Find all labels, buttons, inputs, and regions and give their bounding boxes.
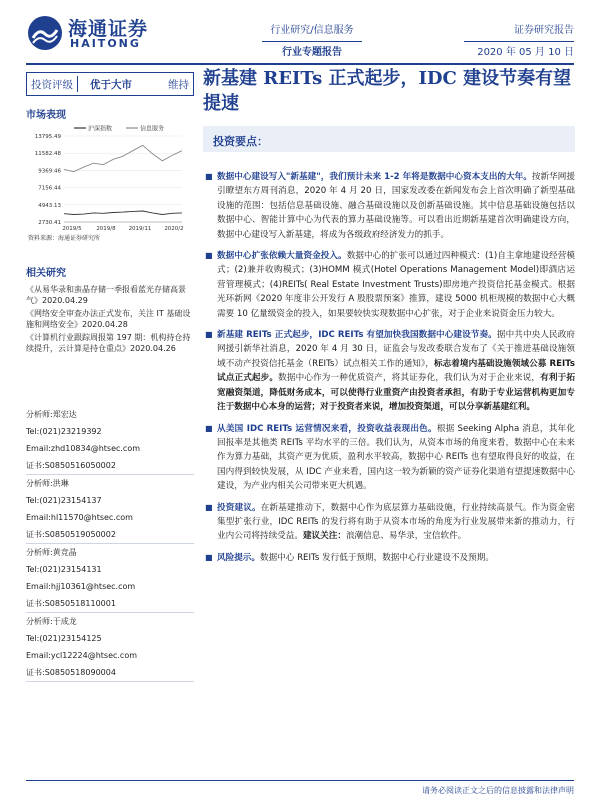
key-point-emphasis: 建议关注： bbox=[302, 531, 346, 542]
analyst-list bbox=[26, 406, 194, 682]
y-tick-label: 11582.48 bbox=[34, 151, 61, 158]
x-tick-label: 2019/5 bbox=[62, 226, 82, 232]
key-point-headline: 新基建 REITs 正式起步，IDC REITs 有望加快我国数据中心建设节奏。 bbox=[217, 330, 497, 341]
key-point-text: 浪潮信息、易华录，宝信软件。 bbox=[345, 531, 467, 542]
report-category-block bbox=[262, 20, 362, 63]
analyst-name: 分析师:黄竞晶 bbox=[26, 548, 77, 557]
bullet-icon: ■ bbox=[205, 502, 213, 512]
analyst-cert: 证书:S0850519050002 bbox=[26, 530, 116, 539]
y-tick-label: 13795.49 bbox=[34, 134, 61, 140]
key-points bbox=[203, 170, 575, 572]
key-point bbox=[203, 551, 575, 565]
related-item[interactable]: 《计算机行业跟踪周报第 197 期：机构持仓持续提升，云计算是持仓重点》2020.04.26 bbox=[26, 332, 191, 353]
key-point-headline: 投资建议。 bbox=[217, 502, 261, 513]
key-point bbox=[203, 328, 575, 414]
report-date: 2020 年 05 月 10 日 bbox=[477, 47, 574, 58]
key-point bbox=[203, 422, 575, 494]
key-point-text: 数据中心的扩张可以通过四种模式：(1)自主拿地建设经营模式；(2)兼并收购模式；(3)HOMM 模式(Hotel Operations Management Model)即酒店运营管理模式；(4)REITs( Real Estate Investment Trusts)即房地产投资信托基金模式。根据光环新网《2020 年度非公开发行 A 股股票预案》推算，建设 5000 机柜规模的数据中心大概需要 10 亿量级资金的投入，如果要较快实现数据中心扩张，对于企业来说资金压力较大。 bbox=[217, 251, 575, 319]
legend-label: 信息服务 bbox=[140, 125, 165, 133]
analyst-email[interactable]: Email:ycl12224@htsec.com bbox=[26, 651, 138, 660]
y-tick-label: 4943.13 bbox=[38, 202, 61, 209]
series-line-1 bbox=[64, 211, 182, 215]
analyst-name: 分析师:洪琳 bbox=[26, 479, 69, 488]
report-type: 行业专题报告 bbox=[282, 47, 342, 58]
disclaimer-footer: 请务必阅读正文之后的信息披露和法律声明 bbox=[422, 786, 574, 795]
doc-type: 证券研究报告 bbox=[464, 20, 574, 42]
analyst-block bbox=[26, 475, 194, 544]
key-point-emphasis: 有利于拓宽融资渠道，降低财务成本，可以使得行业重资产由投资者承担，有助于专业运营机构更加专注于数据中心本身的运营；对于投资者来说，增加投资渠道，可以分享新基建红利。 bbox=[217, 373, 575, 413]
analyst-email[interactable]: Email:hl11570@htsec.com bbox=[26, 513, 133, 522]
haitong-emblem-icon bbox=[26, 14, 64, 52]
x-tick-label: 2019/8 bbox=[96, 226, 116, 232]
analyst-cert: 证书:S0850518110001 bbox=[26, 599, 116, 608]
analyst-tel: Tel:(021)23154137 bbox=[26, 496, 102, 505]
analyst-cert: 证书:S0850516050002 bbox=[26, 461, 116, 470]
x-tick-label: 2019/11 bbox=[128, 226, 152, 232]
analyst-tel: Tel:(021)23154131 bbox=[26, 565, 102, 574]
analyst-tel: Tel:(021)23154125 bbox=[26, 634, 102, 643]
haitong-logo bbox=[26, 14, 168, 52]
analyst-block bbox=[26, 544, 194, 613]
key-point-headline: 从美国 IDC REITs 运营情况来看，投资收益表现出色。 bbox=[217, 423, 437, 434]
analyst-name: 分析师:郑宏达 bbox=[26, 410, 77, 419]
series-line-2 bbox=[64, 145, 182, 171]
report-meta-block bbox=[464, 20, 574, 63]
key-point-text: 数据中心 REITs 发行低于预期，数据中心行业建设不及预期。 bbox=[259, 552, 494, 563]
bullet-icon: ■ bbox=[205, 552, 213, 562]
bullet-icon: ■ bbox=[205, 423, 213, 433]
footer-divider bbox=[26, 780, 574, 781]
key-point-text: 数据中心作为一种优质资产，将其证券化，我们认为对于企业来说， bbox=[278, 373, 541, 384]
key-point-headline: 风险提示。 bbox=[217, 552, 260, 563]
logo-english-name: HAITONG bbox=[70, 37, 141, 50]
related-item[interactable]: 《网络安全审查办法正式发布，关注 IT 基础设施和网络安全》2020.04.28 bbox=[26, 308, 191, 329]
bullet-icon: ■ bbox=[205, 172, 213, 181]
key-point-text: 据中共中央人民政府网援引新华社消息，2020 年 4 月 30 日，证监会与发改委联合发布了《关于推进基础设施领域不动产投资信托基金（REITs）试点相关工作的通知》， bbox=[217, 330, 575, 369]
rating-box bbox=[26, 72, 194, 96]
key-point-text: 在新基建推动下，数据中心作为底层算力基础设施，行业持续高景气。作为资金密集型扩张行业，IDC REITs 的发行将有助于从资本市场的角度为行业发展带来新的推动力，行业内公司将持续受益。 bbox=[217, 502, 575, 542]
key-point-text: 根据 Seeking Alpha 消息，其年化回报率是其他类 REITs 平均水平的三倍。我们认为，从资本市场的角度来看，数据中心在未来作为算力基础，其资产更为优质，盈利水平较高，数据中心 REITs 也有望取得良好的收益，在国内得到较快发展，从 IDC 产业来看，国内这一较为新颖的资产证券化渠道有望提速数据中心建设，为产业内相关公司带来更大机遇。 bbox=[217, 423, 575, 492]
y-tick-label: 9369.46 bbox=[38, 168, 61, 175]
rating-separator bbox=[77, 76, 86, 92]
report-title: 新基建 REITs 正式起步，IDC 建设节奏有望提速 bbox=[203, 68, 572, 114]
analyst-tel: Tel:(021)23219392 bbox=[26, 427, 102, 436]
related-item[interactable]: 《从易华录和蛮晶存储一季报看蓝光存储高景气》2020.04.29 bbox=[26, 284, 186, 305]
y-tick-label: 2730.41 bbox=[38, 220, 61, 226]
chart-source: 资料来源：海通证券研究所 bbox=[28, 235, 101, 242]
key-point bbox=[203, 501, 575, 544]
analyst-block bbox=[26, 406, 194, 475]
analyst-name: 分析师:于成龙 bbox=[26, 617, 77, 626]
logo-chinese-name: 海通证券 bbox=[68, 18, 149, 40]
analyst-block bbox=[26, 613, 194, 682]
key-point-headline: 数据中心建设写入"新基建"，我们预计未来 1-2 年将是数据中心资本支出的大年。 bbox=[217, 172, 532, 182]
analyst-email[interactable]: Email:hjj10361@htsec.com bbox=[26, 582, 136, 591]
bullet-icon: ■ bbox=[205, 330, 213, 340]
related-section-title: 相关研究 bbox=[26, 268, 66, 279]
header-divider bbox=[26, 63, 574, 65]
market-section-title: 市场表现 bbox=[26, 110, 66, 121]
rating-label: 投资评级 bbox=[31, 78, 73, 91]
analyst-cert: 证书:S0850518090004 bbox=[26, 668, 116, 677]
summary-heading: 投资要点： bbox=[203, 126, 575, 152]
bullet-icon: ■ bbox=[205, 251, 213, 261]
key-point bbox=[203, 249, 575, 321]
y-tick-label: 7156.44 bbox=[38, 185, 61, 192]
key-point-emphasis: 标志着境内基础设施领域公募 REITs 试点正式起步。 bbox=[217, 358, 575, 384]
report-category: 行业研究/信息服务 bbox=[262, 20, 362, 42]
analyst-email[interactable]: Email:zhd10834@htsec.com bbox=[26, 444, 141, 453]
page-header bbox=[0, 0, 600, 62]
key-point-headline: 数据中心扩张依赖大量资金投入。 bbox=[217, 251, 347, 262]
rating-value: 优于大市 bbox=[90, 78, 132, 91]
related-research bbox=[26, 268, 194, 356]
x-tick-label: 2020/2 bbox=[164, 226, 184, 232]
rating-action: 维持 bbox=[168, 78, 189, 91]
legend-label: 沪深指数 bbox=[88, 125, 113, 133]
key-point-text: 按新华网援引瞭望东方周刊消息，2020 年 4 月 20 日，国家发改委在新闻发布会上首次明确了新型基础设施的范围：包括信息基础设施、融合基础设施以及创新基础设施。其中信息基础设施包括以数据中心、智能计算中心为代表的算力基础设施等。可以看出近期新基建首次明确建设方向，数据中心建设写入新基建，将成为各级政府经济发力的抓手。 bbox=[217, 172, 575, 240]
key-point bbox=[203, 170, 575, 242]
